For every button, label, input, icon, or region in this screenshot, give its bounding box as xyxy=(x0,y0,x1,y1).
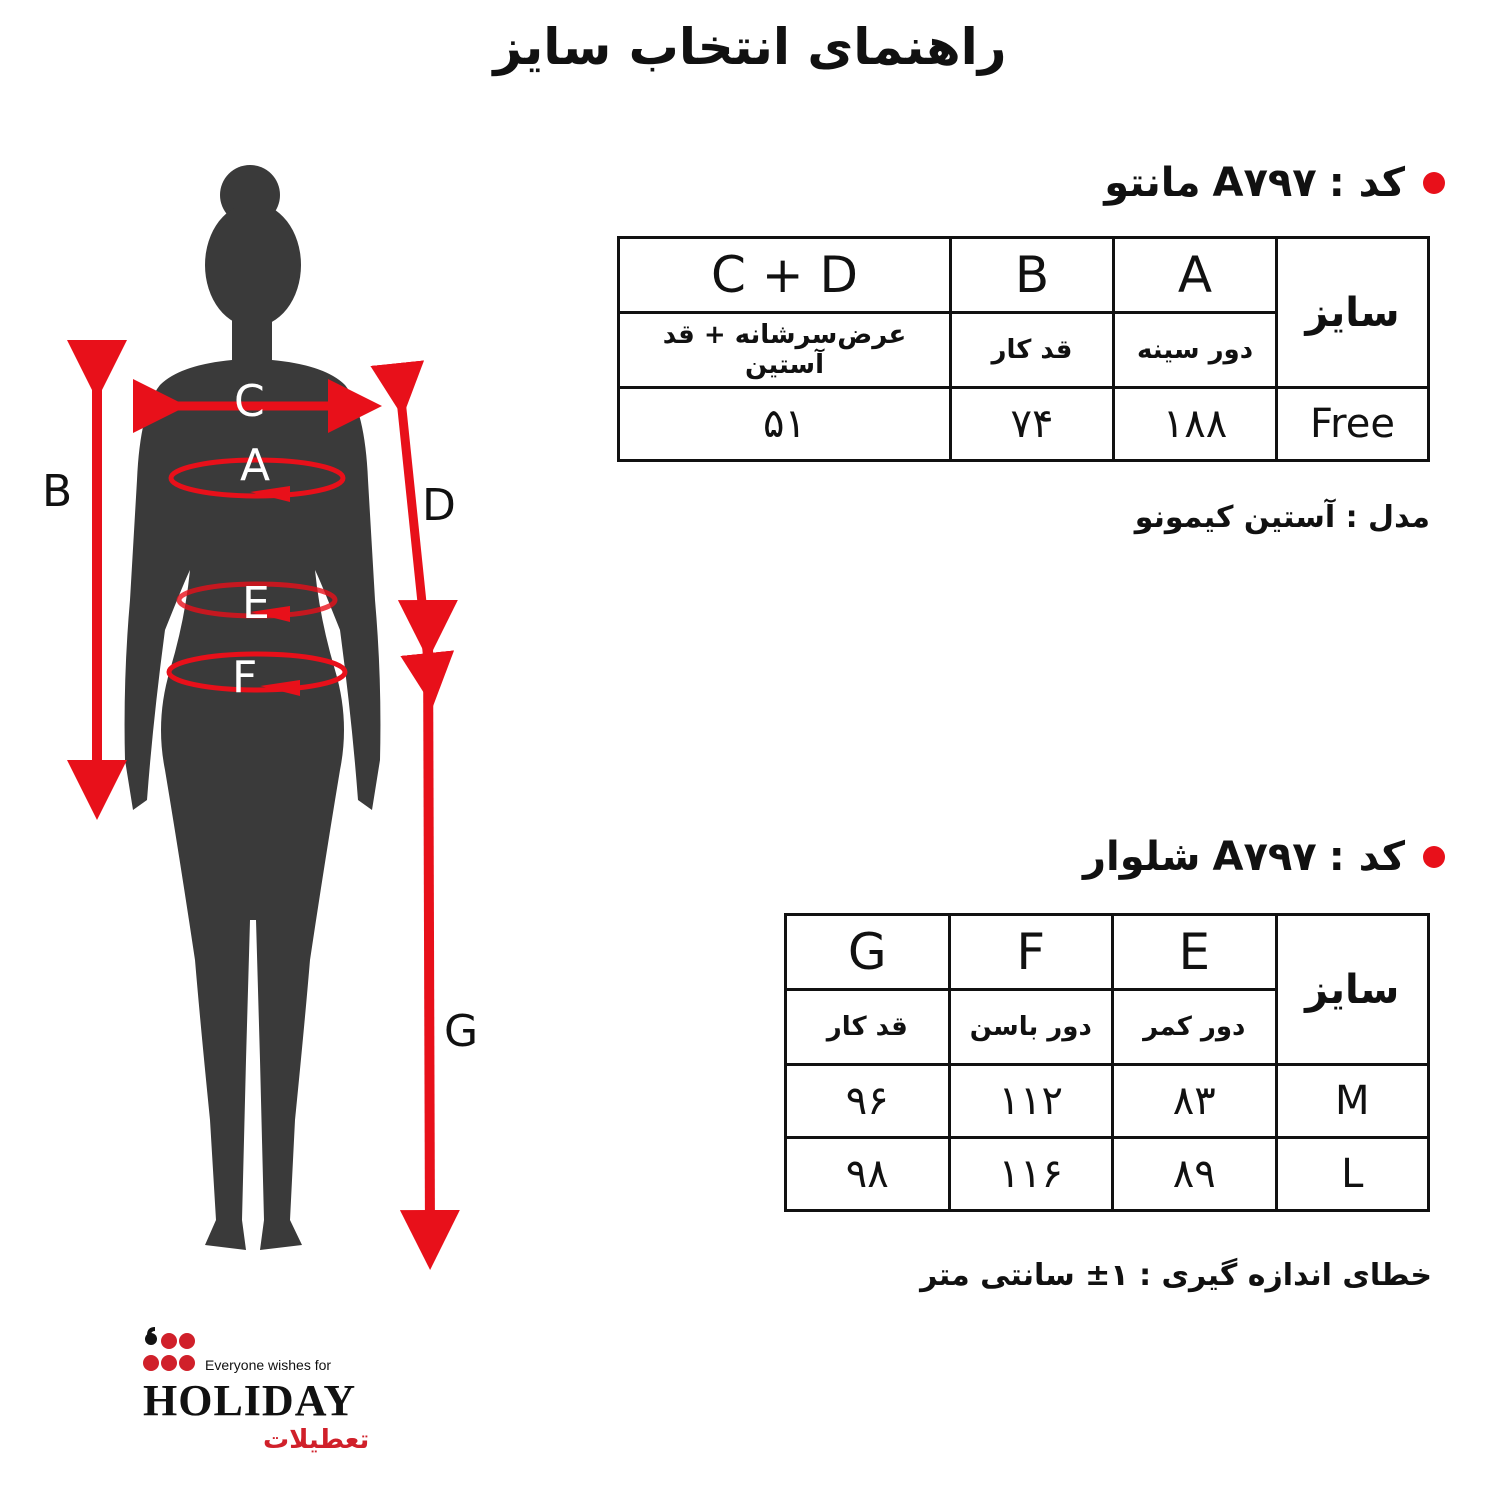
bullet-dot-icon xyxy=(1423,172,1445,194)
manto-col-desc: عرض‌سرشانه + قد آستین xyxy=(619,313,951,388)
label-c: C xyxy=(234,376,265,427)
measurement-error-note: خطای اندازه گیری : ۱± سانتی متر xyxy=(920,1258,1432,1293)
manto-col-letter: C + D xyxy=(619,238,951,313)
label-g: G xyxy=(444,1006,479,1057)
manto-size-table xyxy=(617,236,1430,462)
table-row xyxy=(619,388,1429,461)
manto-col-desc: قد کار xyxy=(951,313,1114,388)
shalvar-value-cell: ۸۳ xyxy=(1113,1065,1277,1138)
manto-product-name: مانتو xyxy=(1104,160,1201,206)
shalvar-size-header: سایز xyxy=(1276,915,1428,1065)
label-d: D xyxy=(422,480,456,531)
shalvar-size-table xyxy=(784,913,1430,1212)
table-row xyxy=(786,1138,1429,1211)
shalvar-col-letter: G xyxy=(786,915,950,990)
shalvar-value-cell: ۱۱۲ xyxy=(949,1065,1113,1138)
manto-value-cell: ۵۱ xyxy=(619,388,951,461)
logo-brand-fa: تعطیلات xyxy=(263,1425,370,1455)
manto-col-letter: B xyxy=(951,238,1114,313)
manto-value-cell: ۱۸۸ xyxy=(1114,388,1277,461)
shalvar-code-value: A۷۹۷ xyxy=(1212,834,1317,880)
manto-model-note: مدل : آستین کیمونو xyxy=(1134,500,1430,535)
manto-heading xyxy=(1104,160,1445,206)
shalvar-size-cell: L xyxy=(1276,1138,1428,1211)
shalvar-value-cell: ۹۸ xyxy=(786,1138,950,1211)
shalvar-value-cell: ۹۶ xyxy=(786,1065,950,1138)
shalvar-value-cell: ۸۹ xyxy=(1113,1138,1277,1211)
shalvar-col-desc: قد کار xyxy=(786,990,950,1065)
shalvar-size-cell: M xyxy=(1276,1065,1428,1138)
body-silhouette xyxy=(125,165,381,1250)
shalvar-col-desc: دور باسن xyxy=(949,990,1113,1065)
arrow-g xyxy=(428,630,430,1240)
holiday-logo xyxy=(143,1325,383,1465)
shalvar-code-label: کد : xyxy=(1328,834,1405,880)
shalvar-col-letter: F xyxy=(949,915,1113,990)
manto-code-value: A۷۹۷ xyxy=(1212,160,1317,206)
table-row xyxy=(786,1065,1429,1138)
shalvar-value-cell: ۱۱۶ xyxy=(949,1138,1113,1211)
shalvar-col-letter: E xyxy=(1113,915,1277,990)
body-silhouette-diagram xyxy=(20,160,520,1270)
logo-brand: HOLIDAY xyxy=(143,1376,357,1425)
label-a: A xyxy=(240,440,271,491)
manto-value-cell: ۷۴ xyxy=(951,388,1114,461)
manto-col-desc: دور سینه xyxy=(1114,313,1277,388)
manto-col-letter: A xyxy=(1114,238,1277,313)
manto-size-cell: Free xyxy=(1277,388,1429,461)
label-b: B xyxy=(42,466,73,517)
shalvar-product-name: شلوار xyxy=(1083,834,1201,880)
shalvar-heading xyxy=(1083,834,1445,880)
label-f: F xyxy=(232,652,258,703)
page-title: راهنمای انتخاب سایز xyxy=(493,18,1007,76)
manto-size-header: سایز xyxy=(1277,238,1429,388)
manto-code-label: کد : xyxy=(1328,160,1405,206)
logo-tagline: Everyone wishes for xyxy=(205,1357,332,1373)
body-measurement-diagram xyxy=(20,160,520,1270)
logo-dots-icon xyxy=(143,1325,203,1375)
bullet-dot-icon xyxy=(1423,846,1445,868)
label-e: E xyxy=(242,578,270,629)
shalvar-col-desc: دور کمر xyxy=(1113,990,1277,1065)
